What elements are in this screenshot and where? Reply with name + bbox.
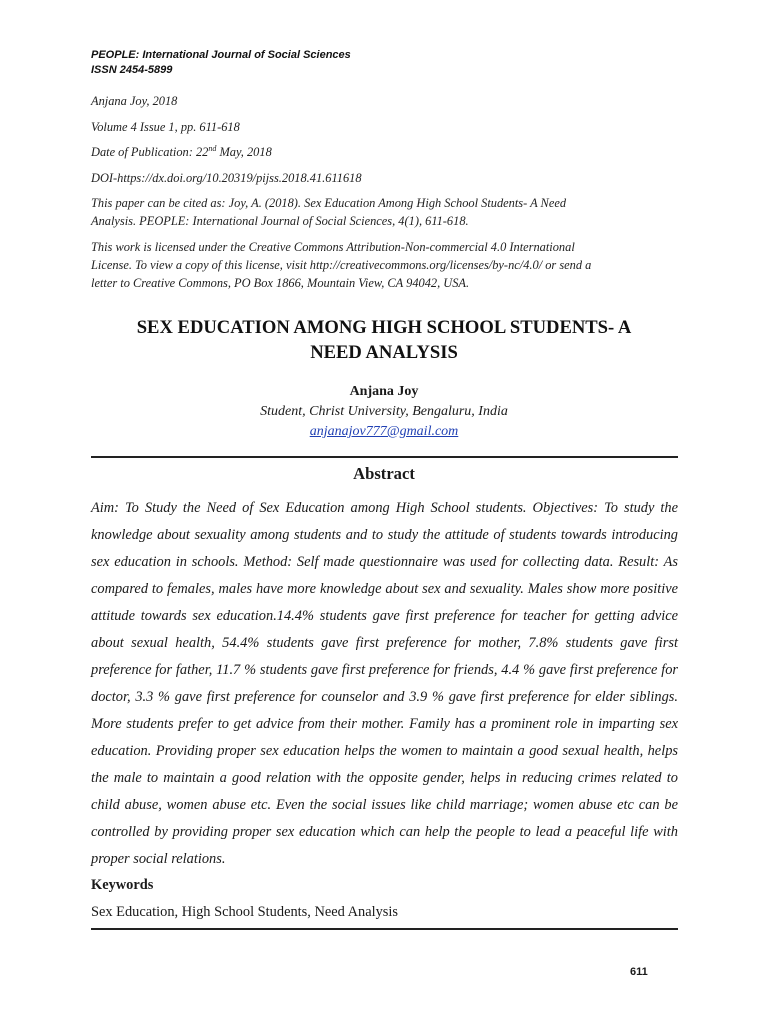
author-block	[91, 382, 677, 442]
keywords-heading: Keywords	[91, 877, 154, 893]
abstract-heading: Abstract	[353, 464, 415, 483]
author-name: Anjana Joy	[349, 384, 419, 399]
title-line: SEX EDUCATION AMONG HIGH SCHOOL STUDENTS- A	[136, 317, 632, 338]
citation-note	[91, 194, 681, 230]
publication-meta	[91, 92, 681, 300]
journal-header	[91, 48, 351, 78]
divider-top	[91, 456, 678, 458]
page-number: 611	[630, 966, 648, 978]
volume-info: Volume 4 Issue 1, pp. 611-618	[91, 119, 240, 134]
license-note	[91, 238, 681, 292]
citation-line: This paper can be cited as: Joy, A. (2018). Sex Education Among High School Students- A Need	[91, 196, 567, 211]
divider-bottom	[91, 928, 678, 930]
license-line: letter to Creative Commons, PO Box 1866, Mountain View, CA 94042, USA.	[91, 275, 470, 290]
abstract-body: Aim: To Study the Need of Sex Education among High School students. Objectives: To study the knowledge about sexuality among students and to study the attitude of students towards introducing sex education in schools. Method: Self made questionnaire was used for collecting data. Result: As compared to females, males have more knowledge about sex and sexuality. Males show more positive attitude towards sex education.14.4% students gave first preference for teacher for getting advice about sexual health, 54.4% students gave first preference for mother, 7.8% students gave first preference for father, 11.7 % students gave first preference for friends, 4.4 % gave first preference for doctor, 3.3 % gave first preference for counselor and 3.9 % gave first preference for elder siblings. More students prefer to get advice from their mother. Family has a prominent role in imparting sex education. Providing proper sex education helps the women to maintain a good sexual health, helps the male to maintain a good relation with the opposite gender, helps in reducing crimes related to child abuse, women abuse etc. Even the social issues like child marriage; women abuse etc can be controlled by providing proper sex education which can help the people to lead a peaceful life with proper social relations.	[91, 500, 678, 867]
author-email-link[interactable]: anjanajov777@gmail.com	[309, 424, 459, 439]
title-line: NEED ANALYSIS	[310, 342, 458, 363]
paper-title	[91, 315, 677, 365]
citation-line: Analysis. PEOPLE: International Journal of Social Sciences, 4(1), 611-618.	[91, 214, 469, 229]
keywords-text: Sex Education, High School Students, Need Analysis	[91, 904, 398, 920]
doi-link[interactable]: DOI-https://dx.doi.org/10.20319/pijss.2018.41.611618	[91, 170, 362, 185]
license-line[interactable]: License. To view a copy of this license, visit http://creativecommons.org/licenses/by-nc/4.0/ or send a	[91, 257, 592, 272]
author-year: Anjana Joy, 2018	[91, 94, 178, 108]
author-affiliation: Student, Christ University, Bengaluru, India	[260, 404, 508, 419]
license-line: This work is licensed under the Creative Commons Attribution-Non-commercial 4.0 International	[91, 239, 575, 254]
journal-name: PEOPLE: International Journal of Social Sciences	[91, 49, 351, 61]
journal-issn: ISSN 2454-5899	[91, 64, 173, 76]
publication-date: Date of Publication: 22nd May, 2018	[91, 144, 272, 160]
